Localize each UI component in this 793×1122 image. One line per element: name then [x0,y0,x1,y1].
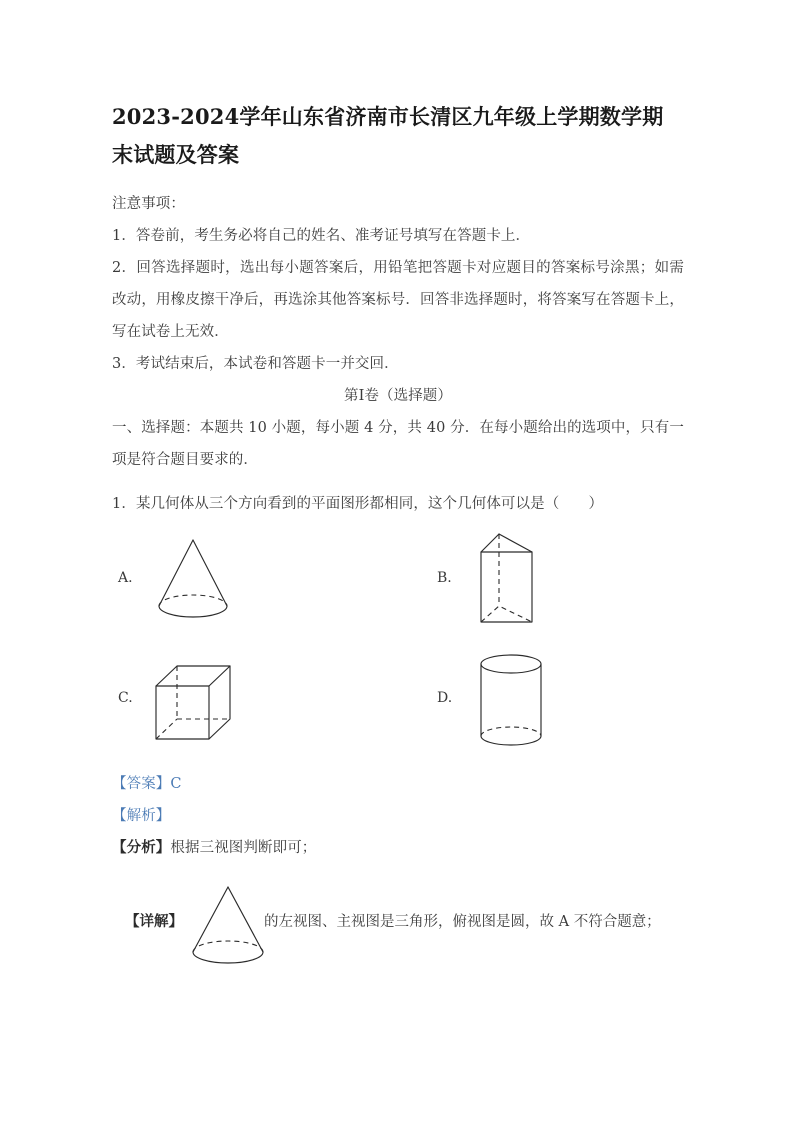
options-row-top [112,530,684,640]
answer-line [112,754,684,800]
option-a-label: A. [118,570,133,586]
triangular-prism-figure-b [475,530,553,626]
option-d-label: D. [437,690,453,706]
detail-tag: 【详解】 [125,913,183,930]
document-content [112,0,684,974]
option-c[interactable] [112,644,398,754]
notice-heading: 注意事项： [112,196,185,212]
analysis-text: 根据三视图判断即可； [170,840,317,856]
detail-text: 的左视图、主视图是三角形，俯视图是圆，故 A 不符合题意； [264,914,661,930]
question-text: 某几何体从三个方向看到的平面图形都相同，这个几何体可以是（ ） [135,496,604,512]
cone-figure-detail [185,884,271,972]
answer-value: C [170,776,182,792]
cylinder-figure-d [475,650,553,746]
option-b[interactable] [437,530,684,640]
section-heading: 第Ⅰ卷（选择题） [343,388,453,404]
analysis-line [112,832,684,864]
question-1 [112,476,684,520]
section-intro: 一、选择题：本题共 10 小题，每小题 4 分，共 40 分．在每小题给出的选项中，只有一项是符合题目要求的． [112,420,684,468]
page-title: 2023-2024学年山东省济南市长清区九年级上学期数学期末试题及答案 [112,104,664,167]
option-b-label: B. [437,570,452,586]
option-c-label: C. [118,690,133,706]
notice-item-3: 3．考试结束后，本试卷和答题卡一并交回． [112,356,399,372]
options-row-bottom [112,644,684,754]
notice-item-1: 1．答卷前，考生务必将自己的姓名、准考证号填写在答题卡上． [112,228,531,244]
answer-tag: 【答案】 [112,776,171,792]
option-a[interactable] [112,530,398,640]
analysis-tag: 【分析】 [112,839,171,856]
question-number: 1． [112,496,136,512]
option-d[interactable] [437,644,684,754]
cube-figure-c [150,654,240,746]
cone-figure-a [150,536,236,626]
notice-item-2: 2．回答选择题时，选出每小题答案后，用铅笔把答题卡对应题目的答案标号涂黑；如需改动，用橡皮擦干净后，再选涂其他答案标号．回答非选择题时，将答案写在答题卡上，写在试卷上无效． [112,260,684,340]
detail-row [112,882,684,974]
explanation-tag: 【解析】 [112,808,171,824]
